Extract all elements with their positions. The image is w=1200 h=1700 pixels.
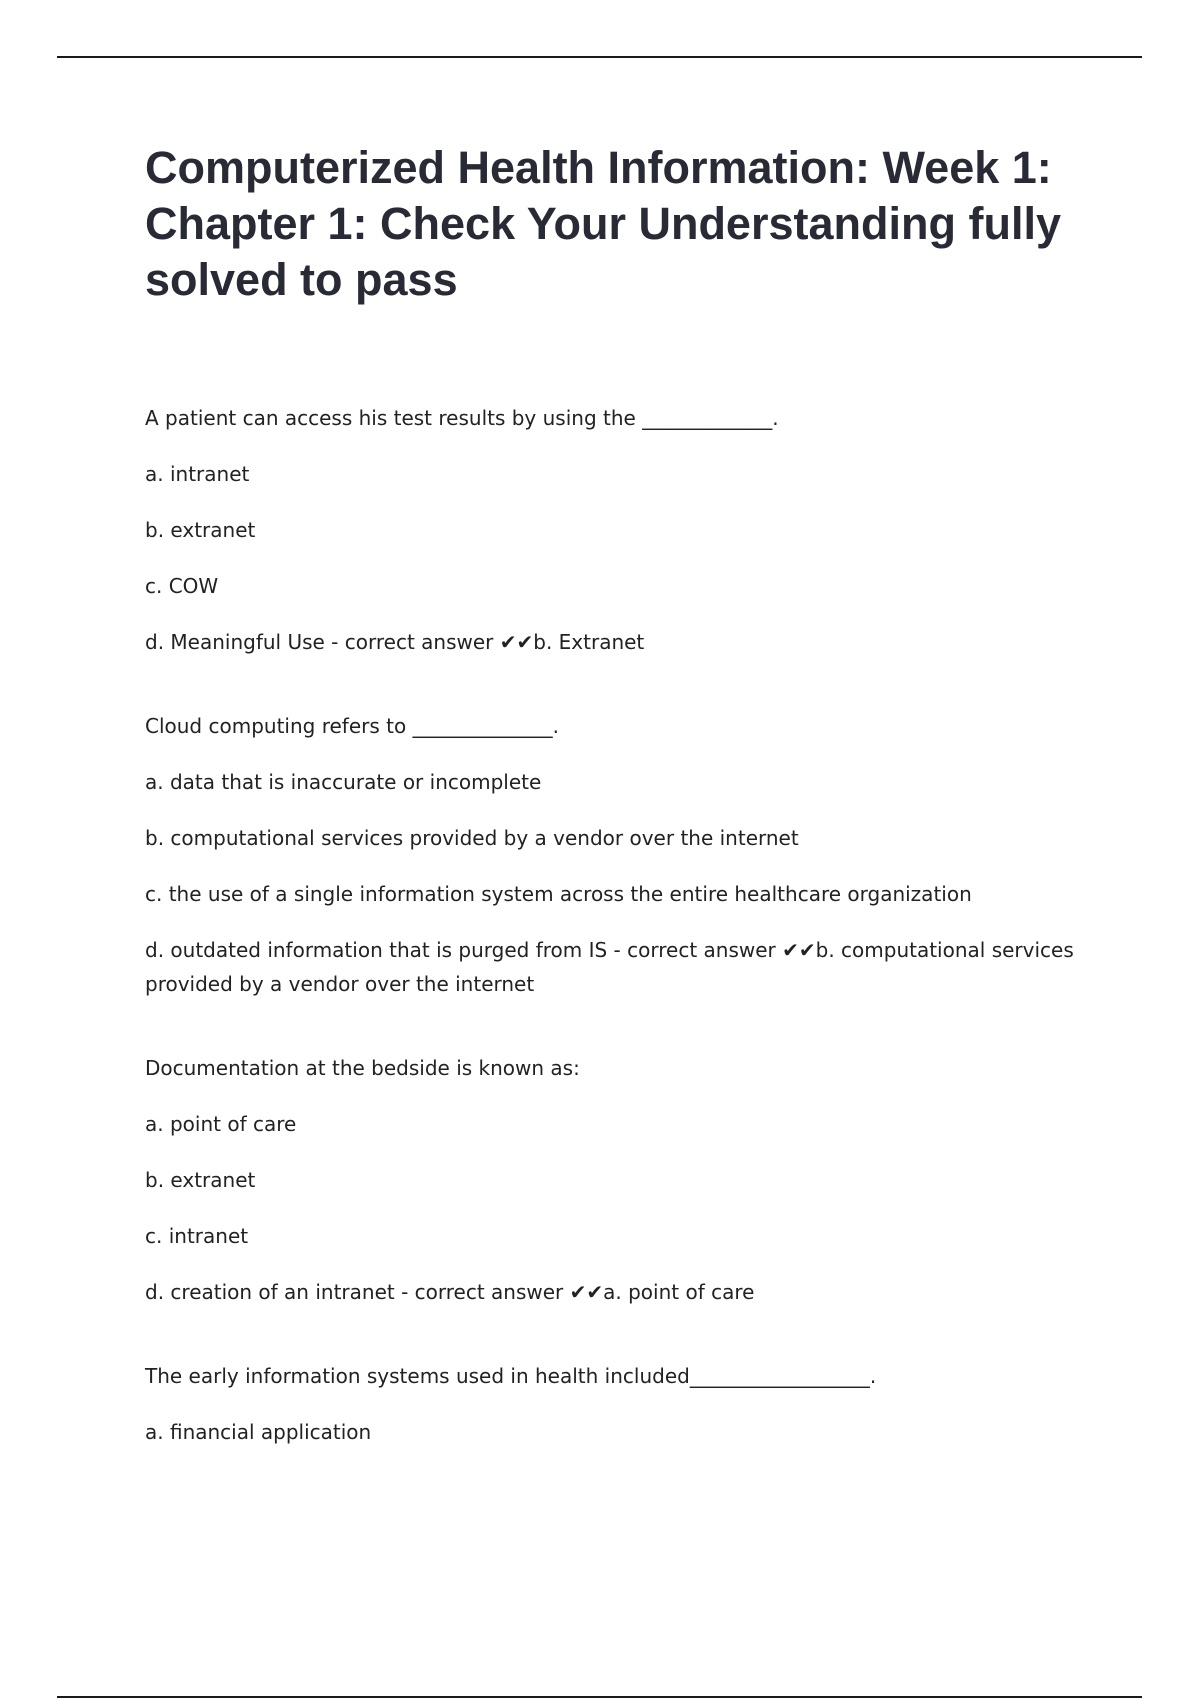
question-prompt: Cloud computing refers to ______________. [145,714,559,738]
answer-option: a. point of care [145,1112,297,1136]
question-prompt: The early information systems used in health included__________________. [145,1364,877,1388]
answer-option-with-correct-answer: d. creation of an intranet - correct answer ✔✔a. point of care [145,1280,755,1304]
question-prompt: Documentation at the bedside is known as: [145,1056,580,1080]
document-body [145,140,1085,1499]
question-list [145,401,1085,1449]
question-2 [145,709,1085,1001]
answer-option: b. extranet [145,518,256,542]
answer-option: b. computational services provided by a vendor over the internet [145,826,799,850]
question-3 [145,1051,1085,1309]
answer-option: a. data that is inaccurate or incomplete [145,770,542,794]
answer-option-with-correct-answer: d. outdated information that is purged from IS - correct answer ✔✔b. computational services provided by a vendor over the internet [145,938,1074,996]
answer-option: c. intranet [145,1224,249,1248]
question-prompt: A patient can access his test results by using the _____________. [145,406,779,430]
answer-option: a. financial application [145,1420,372,1444]
question-1 [145,401,1085,659]
question-4 [145,1359,1085,1449]
answer-option-with-correct-answer: d. Meaningful Use - correct answer ✔✔b. Extranet [145,630,645,654]
bottom-rule [57,1696,1142,1698]
document-title: Computerized Health Information: Week 1: Chapter 1: Check Your Understanding fully solved to pass [145,142,1061,305]
answer-option: b. extranet [145,1168,256,1192]
top-rule [57,56,1142,58]
answer-option: c. COW [145,574,219,598]
answer-option: a. intranet [145,462,250,486]
answer-option: c. the use of a single information system across the entire healthcare organization [145,882,972,906]
